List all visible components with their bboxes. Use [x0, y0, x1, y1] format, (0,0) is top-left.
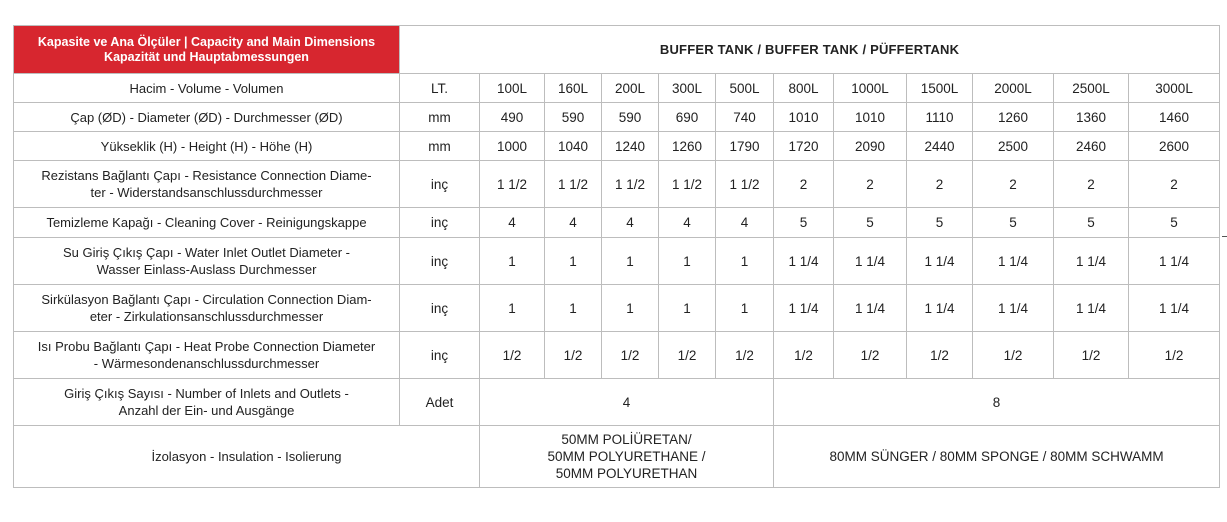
value-cell: 2600	[1129, 132, 1220, 161]
value-cell: 1/2	[480, 332, 545, 379]
row-unit: LT.	[400, 74, 480, 103]
row-label-line: - Wärmesondenanschlussdurchmesser	[93, 356, 320, 371]
row-label-line: ter - Widerstandsanschlussdurchmesser	[90, 185, 323, 200]
value-cell: 2500	[973, 132, 1054, 161]
value-cell: 1	[716, 238, 774, 285]
row-label: Çap (ØD) - Diameter (ØD) - Durchmesser (ØD)	[14, 103, 400, 132]
value-cell: 1 1/4	[973, 285, 1054, 332]
row-label: Temizleme Kapağı - Cleaning Cover - Reinigungskappe	[14, 208, 400, 238]
table-row	[14, 238, 1220, 285]
row-label-line: Isı Probu Bağlantı Çapı - Heat Probe Connection Diameter	[37, 339, 376, 354]
capacity-header-line1: Kapasite ve Ana Ölçüler | Capacity and Main Dimensions	[37, 34, 376, 49]
value-cell: 800L	[774, 74, 834, 103]
value-cell: 1 1/4	[973, 238, 1054, 285]
capacity-header-line2: Kapazität und Hauptabmessungen	[104, 49, 309, 64]
edge-tick	[1222, 236, 1227, 237]
row-unit: inç	[400, 208, 480, 238]
row-label-line: Sirkülasyon Bağlantı Çapı - Circulation Connection Diam-	[41, 292, 372, 307]
value-cell: 1/2	[659, 332, 716, 379]
value-cell: 1 1/2	[659, 161, 716, 208]
value-cell: 4	[602, 208, 659, 238]
value-cell: 1460	[1129, 103, 1220, 132]
value-cell: 100L	[480, 74, 545, 103]
value-cell: 1 1/4	[834, 238, 907, 285]
value-cell: 1/2	[774, 332, 834, 379]
row-label-line: Su Giriş Çıkış Çapı - Water Inlet Outlet Diameter -	[62, 245, 351, 260]
value-cell: 2090	[834, 132, 907, 161]
insulation-small-line3: 50MM POLYURETHAN	[555, 466, 698, 481]
value-cell: 5	[907, 208, 973, 238]
value-cell: 1790	[716, 132, 774, 161]
row-label	[14, 238, 400, 285]
value-cell: 1 1/2	[545, 161, 602, 208]
value-cell: 500L	[716, 74, 774, 103]
value-cell: 1	[480, 238, 545, 285]
value-cell: 1 1/4	[1129, 238, 1220, 285]
value-cell: 740	[716, 103, 774, 132]
value-cell: 1 1/2	[716, 161, 774, 208]
value-cell: 590	[545, 103, 602, 132]
value-cell: 1/2	[716, 332, 774, 379]
value-cell: 1 1/4	[1129, 285, 1220, 332]
inlets-unit: Adet	[400, 379, 480, 426]
row-label	[14, 161, 400, 208]
value-cell: 160L	[545, 74, 602, 103]
table-row	[14, 103, 1220, 132]
value-cell: 690	[659, 103, 716, 132]
table-row	[14, 285, 1220, 332]
inlets-value-large: 8	[774, 379, 1220, 426]
value-cell: 1/2	[1054, 332, 1129, 379]
row-unit: inç	[400, 285, 480, 332]
value-cell: 2500L	[1054, 74, 1129, 103]
value-cell: 1 1/4	[907, 285, 973, 332]
value-cell: 300L	[659, 74, 716, 103]
insulation-small-line2: 50MM POLYURETHANE /	[547, 449, 706, 464]
insulation-small-line1: 50MM POLİÜRETAN/	[561, 432, 692, 447]
value-cell: 1010	[834, 103, 907, 132]
value-cell: 1260	[659, 132, 716, 161]
row-unit: mm	[400, 103, 480, 132]
table-row-insulation	[14, 426, 1220, 488]
value-cell: 1	[480, 285, 545, 332]
value-cell: 1	[716, 285, 774, 332]
value-cell: 2440	[907, 132, 973, 161]
value-cell: 1260	[973, 103, 1054, 132]
value-cell: 1 1/4	[774, 238, 834, 285]
row-label-line: eter - Zirkulationsanschlussdurchmesser	[89, 309, 324, 324]
value-cell: 1000	[480, 132, 545, 161]
inlets-label	[14, 379, 400, 426]
inlets-value-small: 4	[480, 379, 774, 426]
row-label: Yükseklik (H) - Height (H) - Höhe (H)	[14, 132, 400, 161]
insulation-small	[480, 426, 774, 488]
value-cell: 5	[973, 208, 1054, 238]
header-row	[14, 26, 1220, 74]
value-cell: 1110	[907, 103, 973, 132]
value-cell: 4	[545, 208, 602, 238]
table-row	[14, 332, 1220, 379]
row-label-line: Rezistans Bağlantı Çapı - Resistance Connection Diame-	[41, 168, 372, 183]
value-cell: 1/2	[1129, 332, 1220, 379]
value-cell: 1720	[774, 132, 834, 161]
value-cell: 200L	[602, 74, 659, 103]
value-cell: 2	[774, 161, 834, 208]
value-cell: 2	[973, 161, 1054, 208]
row-label: Hacim - Volume - Volumen	[14, 74, 400, 103]
value-cell: 4	[716, 208, 774, 238]
value-cell: 1 1/4	[834, 285, 907, 332]
capacity-dimensions-table	[13, 25, 1220, 488]
table-row	[14, 208, 1220, 238]
value-cell: 1/2	[907, 332, 973, 379]
insulation-label: İzolasyon - Insulation - Isolierung	[14, 426, 480, 488]
value-cell: 1/2	[545, 332, 602, 379]
inlets-label-line2: Anzahl der Ein- und Ausgänge	[118, 403, 295, 418]
value-cell: 1040	[545, 132, 602, 161]
value-cell: 1 1/2	[602, 161, 659, 208]
inlets-label-line1: Giriş Çıkış Sayısı - Number of Inlets and Outlets -	[64, 386, 349, 401]
value-cell: 1 1/4	[774, 285, 834, 332]
value-cell: 2	[834, 161, 907, 208]
value-cell: 2	[907, 161, 973, 208]
value-cell: 1500L	[907, 74, 973, 103]
value-cell: 1	[659, 285, 716, 332]
value-cell: 1240	[602, 132, 659, 161]
value-cell: 5	[774, 208, 834, 238]
value-cell: 2	[1129, 161, 1220, 208]
row-label-line: Wasser Einlass-Auslass Durchmesser	[96, 262, 317, 277]
value-cell: 1/2	[834, 332, 907, 379]
value-cell: 1/2	[602, 332, 659, 379]
value-cell: 1360	[1054, 103, 1129, 132]
value-cell: 2000L	[973, 74, 1054, 103]
value-cell: 1010	[774, 103, 834, 132]
value-cell: 3000L	[1129, 74, 1220, 103]
value-cell: 1/2	[973, 332, 1054, 379]
value-cell: 1 1/2	[480, 161, 545, 208]
value-cell: 4	[480, 208, 545, 238]
value-cell: 1	[545, 238, 602, 285]
row-unit: inç	[400, 238, 480, 285]
value-cell: 1	[602, 238, 659, 285]
value-cell: 1 1/4	[907, 238, 973, 285]
value-cell: 490	[480, 103, 545, 132]
value-cell: 1 1/4	[1054, 285, 1129, 332]
value-cell: 1 1/4	[1054, 238, 1129, 285]
table-row	[14, 161, 1220, 208]
capacity-header-cell	[14, 26, 400, 74]
row-unit: inç	[400, 161, 480, 208]
value-cell: 5	[834, 208, 907, 238]
value-cell: 4	[659, 208, 716, 238]
value-cell: 1	[659, 238, 716, 285]
row-label	[14, 332, 400, 379]
value-cell: 5	[1054, 208, 1129, 238]
value-cell: 2460	[1054, 132, 1129, 161]
table-row	[14, 132, 1220, 161]
table-title: BUFFER TANK / BUFFER TANK / PÜFFERTANK	[400, 26, 1220, 74]
value-cell: 5	[1129, 208, 1220, 238]
table-row-inlets	[14, 379, 1220, 426]
row-unit: inç	[400, 332, 480, 379]
table-row	[14, 74, 1220, 103]
row-label	[14, 285, 400, 332]
value-cell: 1	[602, 285, 659, 332]
value-cell: 590	[602, 103, 659, 132]
value-cell: 1	[545, 285, 602, 332]
value-cell: 1000L	[834, 74, 907, 103]
row-unit: mm	[400, 132, 480, 161]
insulation-large: 80MM SÜNGER / 80MM SPONGE / 80MM SCHWAMM	[774, 426, 1220, 488]
value-cell: 2	[1054, 161, 1129, 208]
